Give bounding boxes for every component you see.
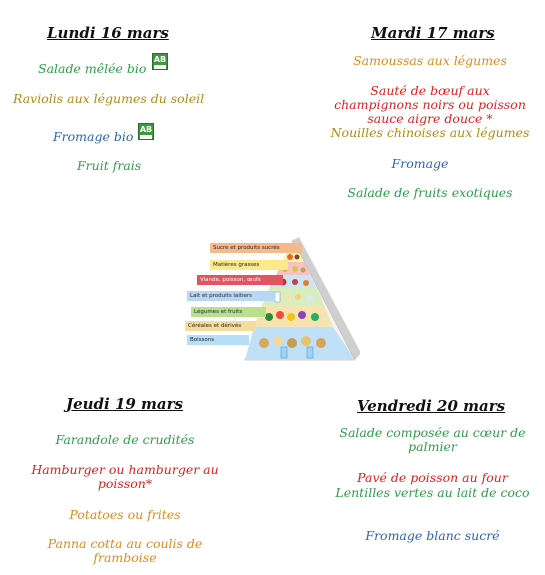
menu-item-line: Sauté de bœuf aux xyxy=(370,83,490,98)
menu-item: Pavé de poisson au four xyxy=(357,470,508,485)
menu-item-line: Salade composée au cœur de xyxy=(339,425,526,440)
pyramid-label-vegetables: Légumes et fruits xyxy=(191,307,266,317)
menu-item: Samoussas aux légumes xyxy=(353,53,507,68)
pyramid-label-protein: Viande, poisson, œufs xyxy=(197,275,283,285)
day-title-jeudi: Jeudi 19 mars xyxy=(66,395,183,413)
bio-label-icon: AB xyxy=(152,53,168,70)
menu-item-line: framboise xyxy=(93,550,157,565)
pyramid-label-drinks: Boissons xyxy=(187,335,249,345)
menu-item-line: Panna cotta au coulis de xyxy=(47,536,203,551)
food-pyramid xyxy=(185,235,360,365)
menu-item: Nouilles chinoises aux légumes xyxy=(330,125,530,140)
menu-item-line: sauce aigre douce * xyxy=(367,111,493,126)
menu-item: Raviolis aux légumes du soleil xyxy=(13,91,205,106)
menu-item-line: Hamburger ou hamburger au xyxy=(31,462,219,477)
menu-item: Fromage xyxy=(391,156,449,171)
menu-item: Salade de fruits exotiques xyxy=(347,185,513,200)
menu-item: Lentilles vertes au lait de coco xyxy=(335,485,530,500)
menu-item: Fruit frais xyxy=(77,158,142,173)
menu-item: Fromage bio xyxy=(53,129,134,144)
pyramid-label-fats: Matières grasses xyxy=(210,260,288,270)
menu-item xyxy=(325,84,535,126)
menu-item-line: poisson* xyxy=(97,476,153,491)
menu-item-line: champignons noirs ou poisson xyxy=(334,97,526,112)
menu-item xyxy=(20,463,230,491)
day-title-vendredi: Vendredi 20 mars xyxy=(357,397,506,415)
menu-item: Potatoes ou frites xyxy=(69,507,181,522)
menu-item: Salade mêlée bio xyxy=(38,61,147,76)
menu-item xyxy=(330,426,535,454)
day-title-mardi: Mardi 17 mars xyxy=(371,24,495,42)
menu-item: Fromage blanc sucré xyxy=(365,528,500,543)
bio-label-icon: AB xyxy=(138,123,154,140)
pyramid-label-sugar: Sucre et produits sucrés xyxy=(210,243,302,253)
menu-item-line: palmier xyxy=(408,439,457,454)
day-title-lundi: Lundi 16 mars xyxy=(47,24,169,42)
menu-item: Farandole de crudités xyxy=(55,432,195,447)
pyramid-label-dairy: Lait et produits laitiers xyxy=(187,291,275,301)
pyramid-label-cereals: Céréales et dérivés xyxy=(185,321,256,331)
menu-item xyxy=(20,537,230,565)
